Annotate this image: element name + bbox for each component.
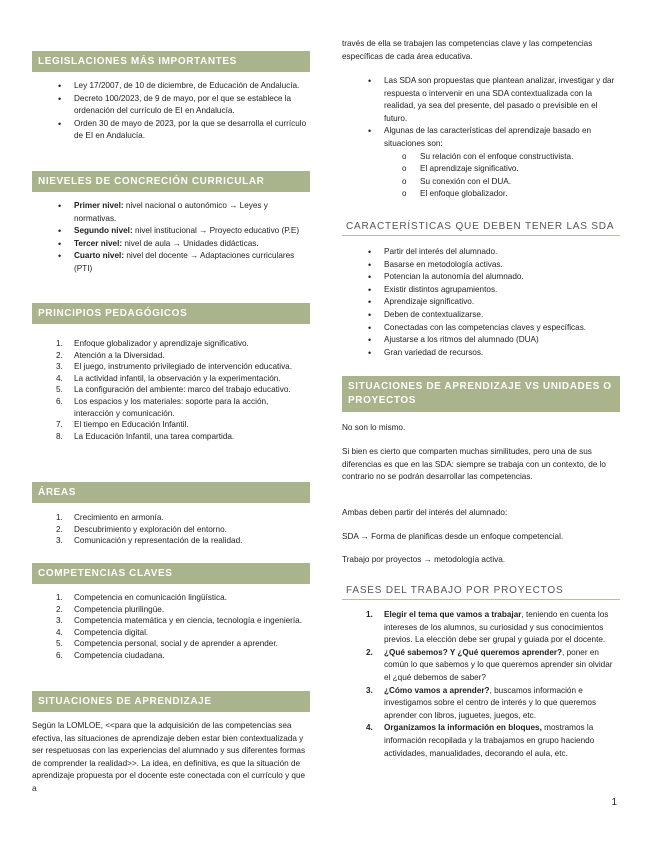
sub-list-item: o Su relación con el enfoque constructivista. — [420, 151, 620, 164]
list-item: 2. Competencia plurilingüe. — [56, 604, 165, 614]
list-item: 2. ¿Qué sabemos? Y ¿Qué queremos aprender?, poner en común lo que sabemos y lo que queremos aprender sin olvidar el ¿qué debemos de saber? — [366, 647, 613, 682]
list-item: 6. Competencia ciudadana. — [56, 650, 165, 660]
list-item: • Tercer nivel: nivel de aula → Unidades didácticas. — [74, 238, 310, 251]
list-item: 5. La configuración del ambiente: marco del trabajo educativo. — [56, 385, 291, 395]
list-item: 1. Crecimiento en armonía. — [56, 513, 164, 522]
list-item: 1. Elegir el tema que vamos a trabajar, teniendo en cuenta los intereses de los alumnos, su curiosidad y sus conocimientos previos. La elección debe ser grupal y guiada por el docente. — [366, 610, 609, 645]
list-item: • Aprendizaje significativo. — [384, 296, 620, 309]
list-item: 2. Descubrimiento y exploración del entorno. — [56, 524, 227, 534]
caracteristicas-list — [342, 246, 620, 359]
section-header-caracteristicas: CARACTERÍSTICAS QUE DEBEN TENER LAS SDA — [342, 219, 620, 236]
list-item: • Ley 17/2007, de 10 de diciembre, de Educación de Andalucía. — [74, 80, 310, 93]
section-header-niveles: NIEVELES DE CONCRECIÓN CURRICULAR — [32, 171, 310, 192]
sub-list-item: o El aprendizaje significativo. — [420, 163, 620, 176]
list-item: • Potencian la autonomía del alumnado. — [384, 271, 620, 284]
list-item: • Las SDA son propuestas que plantean analizar, investigar y dar respuesta o intervenir en una SDA contextualizada con la realidad, ya sea del presente, del pasado o previsible en el futuro. — [384, 75, 620, 125]
list-item: 1. Enfoque globalizador y aprendizaje significativo. — [56, 339, 249, 348]
list-item: • Gran variedad de recursos. — [384, 347, 620, 360]
section-header-principios: PRINCIPIOS PEDAGÓGICOS — [32, 303, 310, 324]
fases-list — [342, 609, 620, 760]
list-item: 5. Competencia personal, social y de aprender a aprender. — [56, 639, 278, 649]
section-header-areas: ÁREAS — [32, 482, 310, 503]
section-header-situaciones: SITUACIONES DE APRENDIZAJE — [32, 691, 310, 712]
list-item: 4. Organizamos la información en bloques, mostramos la información recopilada y la trabajamos en grupo haciendo actividades, manualidades, decorando el aula, etc. — [366, 723, 595, 758]
vs-paragraph-1: No son lo mismo. — [342, 423, 406, 432]
list-item: • Primer nivel: nivel nacional o autonómico → Leyes y normativas. — [74, 200, 310, 225]
list-item: 3. Competencia matemática y en ciencia, tecnología e ingeniería. — [56, 616, 303, 626]
vs-paragraph-2: Si bien es cierto que comparten muchas similitudes, pero una de sus diferencias es que en las SDA: siempre se trabaja con un contexto, de lo contrario no se podrán desarrollar las competencias. — [342, 447, 606, 482]
list-item: • Partir del interés del alumnado. — [384, 246, 620, 259]
list-item: • Segundo nivel: nivel institucional → Proyecto educativo (P.E) — [74, 225, 310, 238]
list-item: 6. Los espacios y los materiales: soporte para la acción, interacción y comunicación. — [56, 396, 269, 418]
vs-paragraph-4: SDA → Forma de planificas desde un enfoque competencial. — [342, 532, 564, 541]
section-header-vs: SITUACIONES DE APRENDIZAJE VS UNIDADES O PROYECTOS — [342, 376, 620, 412]
sda-subitems — [384, 151, 620, 201]
section-header-competencias: COMPETENCIAS CLAVES — [32, 563, 310, 584]
situaciones-paragraph: Según la LOMLOE, <<para que la adquisición de las competencias sea efectiva, las situaciones de aprendizaje deben estar bien contextualizada y ser respetuosas con las experiencias del alumnado y sus diferentes formas de comprender la realidad>>. La idea, en definitiva, es que la situación de aprendizaje propuesta por el docente este conectada con el currículo y que a — [32, 721, 306, 793]
list-item: 1. Competencia en comunicación lingüística. — [56, 593, 227, 602]
vs-paragraph-5: Trabajo por proyectos → metodología activa. — [342, 555, 506, 564]
page-number: 1 — [611, 797, 617, 808]
list-item: • Deben de contextualizarse. — [384, 309, 620, 322]
list-item: 4. Competencia digital. — [56, 627, 149, 637]
sda-bullets — [342, 75, 620, 201]
areas-list — [32, 512, 310, 547]
list-item: 2. Atención a la Diversidad. — [56, 350, 165, 360]
sub-list-item: o Su conexión con el DUA. — [420, 176, 620, 189]
list-item: 7. El tiempo en Educación Infantil. — [56, 420, 189, 430]
list-item: 8. La Educación Infantil, una tarea compartida. — [56, 431, 235, 441]
list-item: • Ajustarse a los ritmos del alumnado (DUA) — [384, 334, 620, 347]
list-item: • Existir distintos agrupamientos. — [384, 284, 620, 297]
list-item: 3. ¿Cómo vamos a aprender?, buscamos información e investigamos sobre el centro de interés y lo que queremos aprender con libros, juguetes, juegos, etc. — [366, 685, 597, 720]
section-header-legislaciones: LEGISLACIONES MÁS IMPORTANTES — [32, 51, 310, 72]
list-item: 4. La actividad infantil, la observación y la experimentación. — [56, 373, 281, 383]
list-item: • Orden 30 de mayo de 2023, por la que se desarrolla el currículo de EI en Andalucía. — [74, 118, 310, 143]
sub-list-item: o El enfoque globalizador. — [420, 188, 620, 201]
competencias-list — [32, 592, 310, 662]
principios-list — [32, 338, 310, 442]
list-item: • Cuarto nivel: nivel del docente → Adaptaciones curriculares (PTI) — [74, 250, 310, 275]
list-item: 3. El juego, instrumento privilegiado de intervención educativa. — [56, 362, 293, 372]
continuation-paragraph: través de ella se trabajen las competencias clave y las competencias específicas de cada área educativa. — [342, 39, 593, 61]
vs-paragraph-3: Ambas deben partir del interés del alumnado: — [342, 508, 508, 517]
list-item: • Algunas de las características del aprendizaje basado en situaciones son: o Su relación con el enfoque constructivista. o El aprendizaje significativo. o Su conexión con el DUA. o El enfoque globalizador. — [384, 125, 620, 201]
niveles-list — [32, 200, 310, 276]
legislaciones-list — [32, 80, 310, 143]
list-item: • Decreto 100/2023, de 9 de mayo, por el que se establece la ordenación del currículo de EI en Andalucía. — [74, 93, 310, 118]
section-header-fases: FASES DEL TRABAJO POR PROYECTOS — [342, 583, 620, 600]
list-item: • Conectadas con las competencias claves y específicas. — [384, 322, 620, 335]
list-item: • Basarse en metodología activas. — [384, 259, 620, 272]
list-item: 3. Comunicación y representación de la realidad. — [56, 536, 243, 546]
